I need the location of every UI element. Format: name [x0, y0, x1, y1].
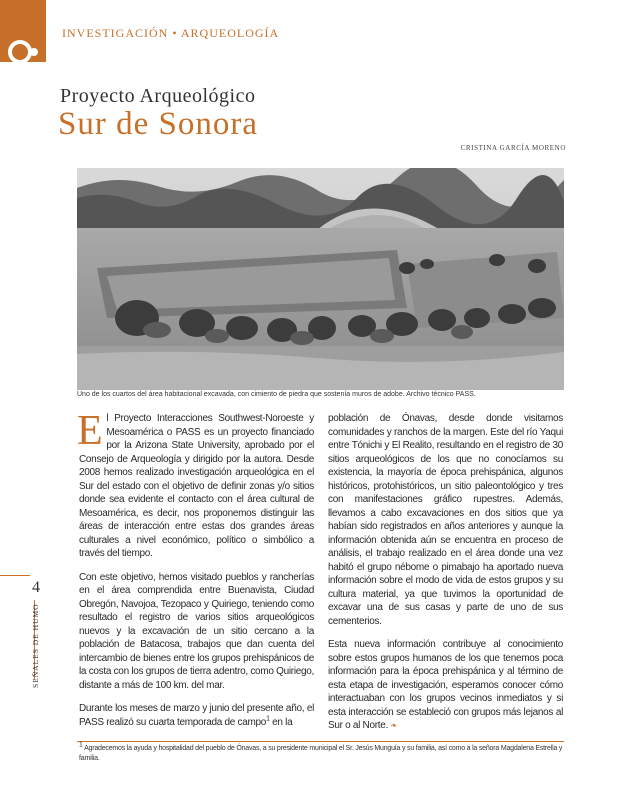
paragraph: población de Ónavas, desde donde visitamos comunidades y ranchos de la margen. Este del río Yaqui entre Tónichi y El Realito, resultando en el registro de 30 sitios arqueológicos de los que no conocíamos su existencia, la mayoría de época prehispánica, algunos históricos, protohistóricos, un sitio paleontológico y tres con manifestaciones gráfico rupestres. Además, llevamos a cabo excavaciones en dos sitios que ya habían sido registrados en años anteriores y aunque la información obtenida aún se encuentra en proceso de análisis, el trabajo realizado en el área donde una vez habitó el grupo nébome o pimabajo ha aportado nueva información sobre el modo de vida de estos grupos y su cultura material, ya que tuvimos la oportunidad de excavar una de sus casas y parte de uno de sus cementerios.: [328, 413, 563, 627]
logo-ring-icon: [8, 40, 32, 64]
logo-dot-icon: [30, 48, 38, 56]
article-column-right: [328, 412, 563, 743]
page-number: 4: [32, 579, 40, 596]
excavation-photo: [77, 168, 564, 390]
footnote-rule: [77, 741, 564, 742]
excavation-photo-illustration: [77, 168, 564, 390]
footnote: [79, 741, 564, 764]
sidebar-rule: [0, 575, 30, 576]
paragraph-tail: en la: [269, 716, 293, 728]
article-column-left: [77, 408, 314, 739]
article-title: Sur de Sonora: [58, 106, 258, 142]
drop-cap: E: [77, 408, 103, 454]
photo-caption: Uno de los cuartos del área habitacional excavada, con cimiento de piedra que sostenía muros de adobe. Archivo técnico PASS.: [77, 391, 476, 398]
end-mark-icon: ❧: [390, 721, 397, 730]
footnote-number: 1: [79, 741, 83, 749]
article-supertitle: Proyecto Arqueológico: [60, 85, 256, 107]
section-label: INVESTIGACIÓN • ARQUEOLOGÍA: [62, 26, 280, 40]
paragraph: [77, 408, 314, 561]
paragraph: [79, 702, 314, 729]
journal-logo: [0, 0, 46, 62]
paragraph-text: Esta nueva información contribuye al conocimiento sobre estos grupos humanos de los que tenemos poca información para la época prehispánica y al término de esta etapa de investigación, esperamos conocer cómo interactuaban con los grupos vecinos inmediatos y si esta interacción se estableció con grupos más lejanos al Sur o al Norte.: [328, 639, 563, 731]
paragraph: Con este objetivo, hemos visitado pueblos y rancherías en el área comprendida entre Buenavista, Ciudad Obregón, Navojoa, Tezopaco y Quiriego, teniendo como resultado el registro de varios sitios arqueológicos nuevos y la excavación de un sitio cercano a la población de Batacosa, trabajos que dan cuenta del intercambio de bienes entre los grupos prehispánicos de la costa con los grupos de tierra adentro, como Quiriego, distante a más de 100 km. del mar.: [79, 571, 314, 691]
paragraph: [328, 638, 563, 733]
journal-name: SEÑALES DE HUMO: [31, 603, 40, 688]
paragraph-text: l Proyecto Interacciones Southwest-Noroeste y Mesoamérica o PASS es un proyecto financiado por la Arizona State University, aprobado por el Consejo de Arqueología y dirigido por la autora. Desde 2008 hemos realizado investigación arqueológica en el Sur del estado con el objetivo de definir zonas y/o sitios donde sea evidente el contacto con el área cultural de Mesoamérica, es decir, nos proponemos distinguir las áreas de interacción entre estas dos grandes áreas culturales a nivel económico, político o simbólico a través del tiempo.: [79, 413, 314, 559]
footnote-text: Agradecemos la ayuda y hospitalidad del pueblo de Ónavas, a su presidente municipal el Sr. Jesús Munguía y su familia, así como a la señora Magdalena Estrella y familia.: [79, 745, 563, 762]
paragraph-text: Durante los meses de marzo y junio del presente año, el PASS realizó su cuarta temporada de campo: [79, 703, 314, 728]
article-author: CRISTINA GARCÍA MORENO: [460, 144, 566, 152]
footnote-ref: 1: [266, 715, 270, 723]
